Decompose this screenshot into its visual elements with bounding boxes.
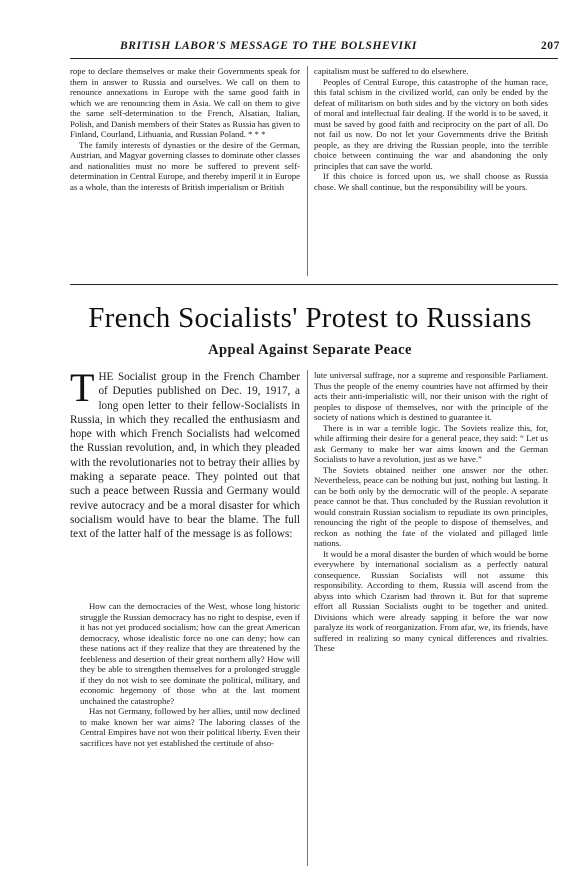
continuation-paragraph: If this choice is forced upon us, we shall choose as Russia chose. We shall continue, but the responsibility will be yours. (314, 171, 548, 192)
continuation-paragraph: capitalism must be suffered to do elsewhere. (314, 66, 469, 76)
column-divider (307, 370, 308, 866)
continuation-paragraph: The family interests of dynasties or the desire of the German, Austrian, and Magyar governing classes to dominate other classes and nationalities must no more be suffered to prevent self-determination in Central Europe, and thereby imperil it in Europe as a whole, than the interests of British imperialism or British (70, 139, 300, 192)
continuation-right-column (314, 66, 548, 192)
continuation-paragraph: rope to declare themselves or make their Governments speak for them in answer to Russia and ourselves. We call on them to renounce annexations in Europe with the same good faith in which we are renouncing them in Asia. We call on them to give the same self-determination to the French, Alsatian, Italian, Polish, and Danish members of their States as Russia has given to Finland, Courland, Lithuania, and Russian Poland. * * * (70, 66, 300, 139)
section-rule (70, 284, 558, 285)
article-paragraph: It would be a moral disaster the burden of which would be borne everywhere by international socialism as a perfectly natural consequence. Russian Socialists will not assume this responsibility. According to them, Russia will ascend from the abyss into which Czarism had thrown it. But for that supreme effort all Russian Socialists ought to be together and united. Divisions which were already sapping it before the war now paralyze its work of reorganization. From afar, we, its friends, have suffered in realizing so many cynical differences and rivalries. These (314, 548, 548, 653)
drop-cap: T (70, 365, 95, 410)
article-intro (70, 365, 300, 542)
article-paragraph: How can the democracies of the West, whose long historic struggle the Russian democracy has no right to despise, even if it has not yet produced socialism; how can the great American democracy, whose idealistic force no one can deny; how can these nations act if they realize that they are threatened by the feebleness and desertion of their great northern ally? How will they be able to strengthen themselves for a prolonged struggle if they do not wish to see dominate the political, military, and economic hegemony of those who at the last moment unchained the catastrophe? (80, 601, 300, 706)
header-rule (70, 58, 558, 59)
continuation-paragraph: Peoples of Central Europe, this catastrophe of the human race, this fatal schism in the civilized world, can only be ended by the defeat of militarism on both sides and by the victory on both sides of moral and intellectual fair dealing. If the world is to be saved, it must be saved by good faith and reciprocity on the part of all. Do not fail us now. Do not let your Governments drive the British people, as they are driving the Russian people, into the terrible choice between continuing the war and abandoning the only principles that can save the world. (314, 76, 548, 171)
article-right-column (314, 370, 548, 654)
article-paragraph: There is in war a terrible logic. The Soviets realize this, for, while affirming their desire for a general peace, they said: “ Let us ask Germany to make her war aims known and the German Socialists to have a revolution, just as we have.” (314, 422, 548, 464)
article-headline: French Socialists' Protest to Russians (88, 302, 532, 334)
article-subheadline: Appeal Against Separate Peace (208, 342, 412, 358)
article-left-column (80, 601, 300, 748)
column-divider (307, 66, 308, 276)
article-paragraph: lute universal suffrage, nor a supreme and responsible Parliament. Thus the people of the enemy countries have not affirmed by their acts their anti-imperialistic will, nor their unison with the right of peoples to dispose of themselves, nor with the principle of the society of nations which is destined to guarantee it. (314, 370, 548, 422)
intro-paragraph: HE Socialist group in the French Chamber of Deputies published on Dec. 19, 1917, a long open letter to their fellow-Socialists in Russia, in which they recalled the enthusiasm and hope with which French Socialists had welcomed the Russian revolution, and, in which they pleaded with the revolutionaries not to betray their allies by making a separate peace. They pointed out that such a peace between Russia and Germany would revive autocracy and be a moral disaster for which socialism would have to bear the blame. The full text of the latter half of the message is as follows: (70, 371, 300, 541)
running-head-title: BRITISH LABOR'S MESSAGE TO THE BOLSHEVIKI (120, 40, 417, 52)
page-number: 207 (540, 40, 560, 52)
article-paragraph: The Soviets obtained neither one answer nor the other. Nevertheless, peace can be nothing but just, nothing but lasting. It can be both only by the democratic will of the people. A separate peace cannot be that. Thus concluded by the Russian revolution it would constrain Russian socialism to repudiate its own principles, renouncing the right of the people to dispose of themselves, and reckon as nothing the fate of the violated and pillaged little nations. (314, 464, 548, 548)
continuation-left-column (70, 66, 300, 192)
article-paragraph: Has not Germany, followed by her allies, until now declined to make known her war aims? The laboring classes of the Central Empires have not won their political liberty. Even their sacrifices have not yet established the certitude of abso- (80, 706, 300, 748)
running-head (70, 40, 560, 56)
